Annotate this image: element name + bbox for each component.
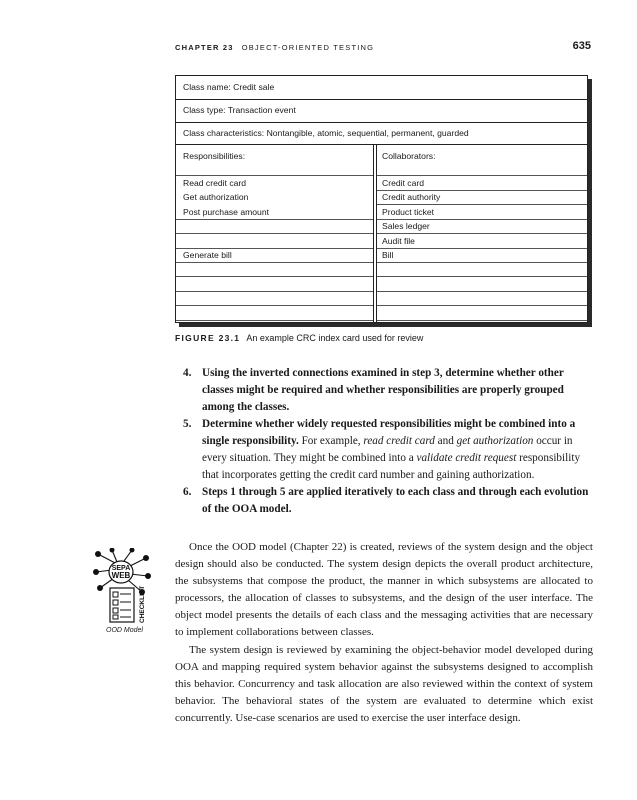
step-item — [183, 416, 593, 484]
responsibility-cell: Post purchase amount — [183, 206, 269, 217]
step-text: For example, — [298, 435, 364, 447]
responsibility-cell — [183, 277, 369, 291]
class-characteristics-row — [176, 123, 587, 145]
chapter-label: CHAPTER 23 — [175, 43, 234, 52]
chapter-title: OBJECT-ORIENTED TESTING — [241, 43, 375, 52]
step-text: Using the inverted connections examined in step 3, determine whether other classes might be required and whether responsibilities are properly grouped among the classes. — [202, 367, 564, 413]
step-italic-term: validate credit request — [416, 452, 517, 464]
collaborator-cell — [382, 306, 582, 320]
responsibility-cell — [183, 262, 369, 276]
step-italic-term: get authorization — [456, 435, 534, 447]
responsibilities-header: Responsibilities: — [183, 151, 246, 161]
step-text: Steps 1 through 5 are applied iteratively to each class and through each evolution of the OOA model. — [202, 486, 589, 515]
class-type-row — [176, 100, 587, 123]
responsibility-cell: Get authorization — [183, 192, 249, 203]
responsibility-cell — [183, 291, 369, 305]
collaborator-cell: Credit authority — [382, 192, 441, 203]
figure-label: FIGURE 23.1 — [175, 333, 241, 343]
responsibility-cell — [183, 234, 369, 248]
class-name: Class name: Credit sale — [183, 82, 275, 92]
icon-top-text: SEPA — [111, 565, 131, 572]
step-number: 6. — [183, 486, 192, 498]
crc-card-figure — [175, 75, 588, 323]
row-divider — [176, 320, 373, 321]
page-number: 635 — [572, 40, 591, 52]
step-item — [183, 484, 593, 518]
margin-caption: OOD Model — [106, 627, 143, 634]
responsibility-cell: Read credit card — [183, 178, 247, 188]
class-name-row — [176, 76, 587, 100]
paragraph: Once the OOD model (Chapter 22) is created, reviews of the system design and the object design should also be conducted. The system design depicts the overall product architecture, the subsystems that compose the product, the manner in which subsystems are allocated to processors, the allocation of classes to subsystems, and the design of the user interface. The object model presents the details of each class and the messaging activities that are necessary to implement collaborations between classes. — [175, 541, 593, 639]
collaborator-cell — [382, 277, 582, 291]
step-text: responsibility that incorporates getting the credit card number and gaining authorization. — [202, 452, 581, 481]
step-text: occur in every situation. They might be combined into a — [202, 435, 573, 464]
icon-web-text: WEB — [111, 571, 131, 580]
row-divider — [377, 320, 587, 321]
step-text: and — [434, 435, 457, 447]
step-bold-text: Determine whether widely requested responsibilities might be combined into a single responsibility. — [202, 418, 576, 447]
step-item — [183, 365, 593, 416]
step-number: 4. — [183, 367, 192, 379]
responsibility-cell: Generate bill — [183, 250, 232, 260]
responsibility-cell — [183, 306, 369, 320]
page-header — [175, 40, 593, 56]
collaborator-cell: Credit card — [382, 178, 425, 188]
class-characteristics: Class characteristics: Nontangible, atomic, sequential, permanent, guarded — [183, 128, 469, 138]
chapter-heading — [175, 43, 374, 52]
collaborator-cell: Sales ledger — [382, 221, 430, 232]
class-type: Class type: Transaction event — [183, 105, 296, 115]
collaborator-cell: Audit file — [382, 235, 415, 246]
review-steps — [183, 365, 593, 518]
step-number: 5. — [183, 418, 192, 430]
icon-side-text: CHECKLIST — [139, 585, 146, 623]
responsibility-cell — [183, 219, 369, 233]
collaborator-cell — [382, 262, 582, 276]
paragraph: The system design is reviewed by examining the object-behavior model developed during OOA and mapping required system behavior against the subsystems designed to accomplish this behavior. Concurrency and task allocation are also reviewed within the context of system behavior. The behavioral states of the system are evaluated to determine which exist concurrently. Use-case scenarios are used to exercise the user interface design. — [175, 643, 593, 724]
collaborator-cell — [382, 291, 582, 305]
figure-caption-text: An example CRC index card used for review — [246, 333, 424, 343]
step-italic-term: read credit card — [363, 435, 435, 447]
crc-card — [175, 75, 588, 323]
figure-caption — [175, 333, 423, 343]
collaborator-cell: Bill — [382, 250, 394, 260]
body-text — [175, 539, 593, 727]
collaborator-cell: Product ticket — [382, 206, 435, 217]
collaborators-header: Collaborators: — [382, 151, 436, 161]
